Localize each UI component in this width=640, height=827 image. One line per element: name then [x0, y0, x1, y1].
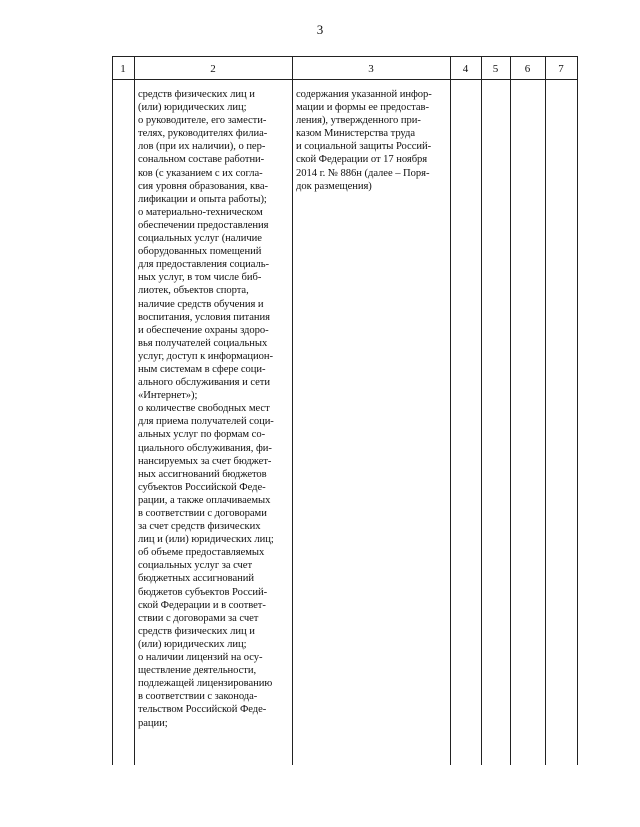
text-line: о наличии лицензий на осу-: [138, 652, 263, 664]
text-line: ствии с договорами за счет: [138, 612, 259, 624]
text-line: ального обслуживания и сети: [138, 377, 270, 389]
text-line: вья получателей социальных: [138, 337, 268, 349]
text-line: субъектов Российской Феде-: [138, 481, 266, 493]
column-divider-1: [134, 56, 135, 765]
text-line: тельством Российской Феде-: [138, 704, 267, 716]
column-header-2: 2: [210, 63, 216, 75]
text-line: содержания указанной инфор-: [296, 89, 432, 100]
column-header-5: 5: [492, 63, 499, 75]
text-line: сональном составе работни-: [138, 154, 265, 166]
text-line: обеспечении предоставления: [138, 219, 269, 231]
column-divider-6: [545, 56, 546, 765]
text-line: альных услуг по формам со-: [138, 429, 266, 441]
column-header-4: 4: [462, 63, 469, 75]
text-line: ков (с указанием с их согла-: [138, 167, 263, 179]
text-line: социальных услуг за счет: [138, 560, 253, 572]
text-line: лиц и (или) юридических лиц;: [138, 534, 274, 546]
text-line: ской Федерации и в соответ-: [138, 599, 266, 611]
text-line: и обеспечение охраны здоро-: [138, 324, 269, 336]
text-line: циального обслуживания, фи-: [138, 442, 272, 454]
text-line: ществление деятельности,: [138, 665, 257, 677]
column-3-text: [296, 88, 432, 193]
header-bottom-border: [112, 79, 578, 80]
text-line: (или) юридических лиц;: [138, 102, 247, 114]
text-line: о материально-техническом: [138, 206, 263, 218]
text-line: бюджетных ассигнований: [138, 573, 254, 585]
text-line: бюджетов субъектов Россий-: [138, 586, 268, 598]
text-line: наличие средств обучения и: [138, 298, 264, 310]
text-line: за счет средств физических: [138, 521, 261, 533]
text-line: ным системам в сфере соци-: [138, 363, 266, 375]
text-line: лов (при их наличии), о пер-: [138, 141, 266, 153]
text-line: средств физических лиц и: [138, 625, 255, 637]
text-line: (или) юридических лиц;: [138, 638, 247, 650]
text-line: «Интернет»);: [138, 390, 198, 402]
text-line: 2014 г. № 886н (далее – Поря-: [296, 167, 430, 179]
page-number: 3: [316, 22, 324, 37]
text-line: в соответствии с договорами: [138, 508, 267, 519]
table-right-border: [577, 56, 578, 765]
text-line: о количестве свободных мест: [138, 403, 270, 415]
data-table: [112, 56, 578, 765]
text-line: ных ассигнований бюджетов: [138, 468, 267, 480]
column-divider-5: [510, 56, 511, 765]
text-line: ской Федерации от 17 ноября: [296, 154, 428, 166]
text-line: телях, руководителях филиа-: [138, 128, 268, 140]
column-2-text: [138, 88, 274, 730]
table-left-border: [112, 56, 113, 765]
text-line: подлежащей лицензированию: [138, 678, 273, 690]
text-line: рации, а также оплачиваемых: [138, 494, 271, 506]
text-line: казом Министерства труда: [296, 128, 415, 140]
text-line: сия уровня образования, ква-: [138, 180, 268, 192]
column-header-3: 3: [368, 63, 374, 75]
column-divider-4: [481, 56, 482, 765]
text-line: нансируемых за счет бюджет-: [138, 455, 272, 467]
text-line: лификации и опыта работы);: [138, 193, 267, 205]
text-line: услуг, доступ к информацион-: [138, 350, 273, 362]
text-line: мации и формы ее предостав-: [296, 102, 429, 114]
column-divider-3: [450, 56, 451, 765]
text-line: рации;: [138, 717, 168, 729]
column-divider-2: [292, 56, 293, 765]
text-line: в соответствии с законода-: [138, 691, 258, 703]
text-line: ных услуг, в том числе биб-: [138, 272, 262, 284]
table-top-border: [112, 56, 578, 57]
text-line: о руководителе, его замести-: [138, 115, 267, 127]
text-line: оборудованных помещений: [138, 246, 262, 258]
text-line: док размещения): [296, 180, 372, 192]
text-line: для предоставления социаль-: [138, 259, 269, 271]
text-line: воспитания, условия питания: [138, 311, 270, 323]
text-line: об объеме предоставляемых: [138, 547, 265, 559]
text-line: средств физических лиц и: [138, 89, 255, 100]
column-header-7: 7: [558, 63, 564, 75]
text-line: для приема получателей соци-: [138, 416, 274, 428]
text-line: лиотек, объектов спорта,: [138, 285, 249, 297]
column-header-1: 1: [120, 63, 126, 75]
text-line: и социальной защиты Россий-: [296, 141, 432, 153]
text-line: социальных услуг (наличие: [138, 233, 262, 245]
column-header-6: 6: [524, 63, 531, 75]
text-line: ления), утвержденного при-: [296, 115, 421, 127]
